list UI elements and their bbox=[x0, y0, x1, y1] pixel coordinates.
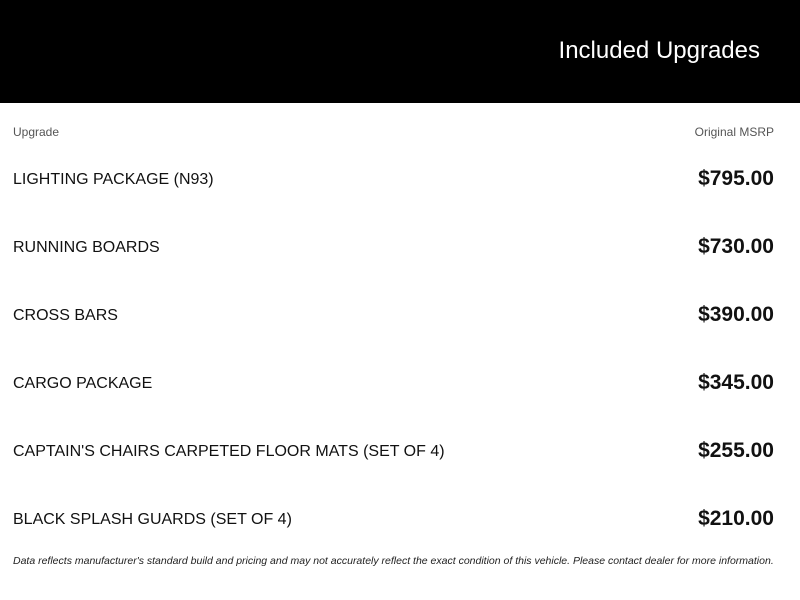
disclaimer-text: Data reflects manufacturer's standard build and pricing and may not accurately reflect the exact condition of this vehicle. Please contact dealer for more information. bbox=[13, 555, 774, 567]
upgrade-name: CARGO PACKAGE bbox=[13, 375, 153, 392]
upgrade-price: $210.00 bbox=[698, 507, 774, 530]
table-row bbox=[0, 433, 800, 501]
upgrade-list bbox=[0, 161, 800, 569]
upgrade-price: $345.00 bbox=[698, 371, 774, 394]
upgrade-name: CROSS BARS bbox=[13, 307, 118, 324]
upgrade-price: $795.00 bbox=[698, 167, 774, 190]
upgrade-price: $390.00 bbox=[698, 303, 774, 326]
upgrade-price: $730.00 bbox=[698, 235, 774, 258]
upgrade-name: BLACK SPLASH GUARDS (SET OF 4) bbox=[13, 511, 292, 528]
upgrade-name: CAPTAIN'S CHAIRS CARPETED FLOOR MATS (SET OF 4) bbox=[13, 443, 445, 460]
table-row bbox=[0, 365, 800, 433]
column-header-msrp: Original MSRP bbox=[694, 125, 774, 139]
upgrade-name: RUNNING BOARDS bbox=[13, 239, 160, 256]
page-title: Included Upgrades bbox=[558, 37, 760, 64]
upgrade-price: $255.00 bbox=[698, 439, 774, 462]
upgrade-name: LIGHTING PACKAGE (N93) bbox=[13, 171, 214, 188]
column-header-upgrade: Upgrade bbox=[13, 125, 60, 139]
header-bar bbox=[0, 0, 800, 103]
table-row bbox=[0, 297, 800, 365]
upgrades-table bbox=[0, 103, 800, 600]
table-row bbox=[0, 229, 800, 297]
table-row bbox=[0, 161, 800, 229]
